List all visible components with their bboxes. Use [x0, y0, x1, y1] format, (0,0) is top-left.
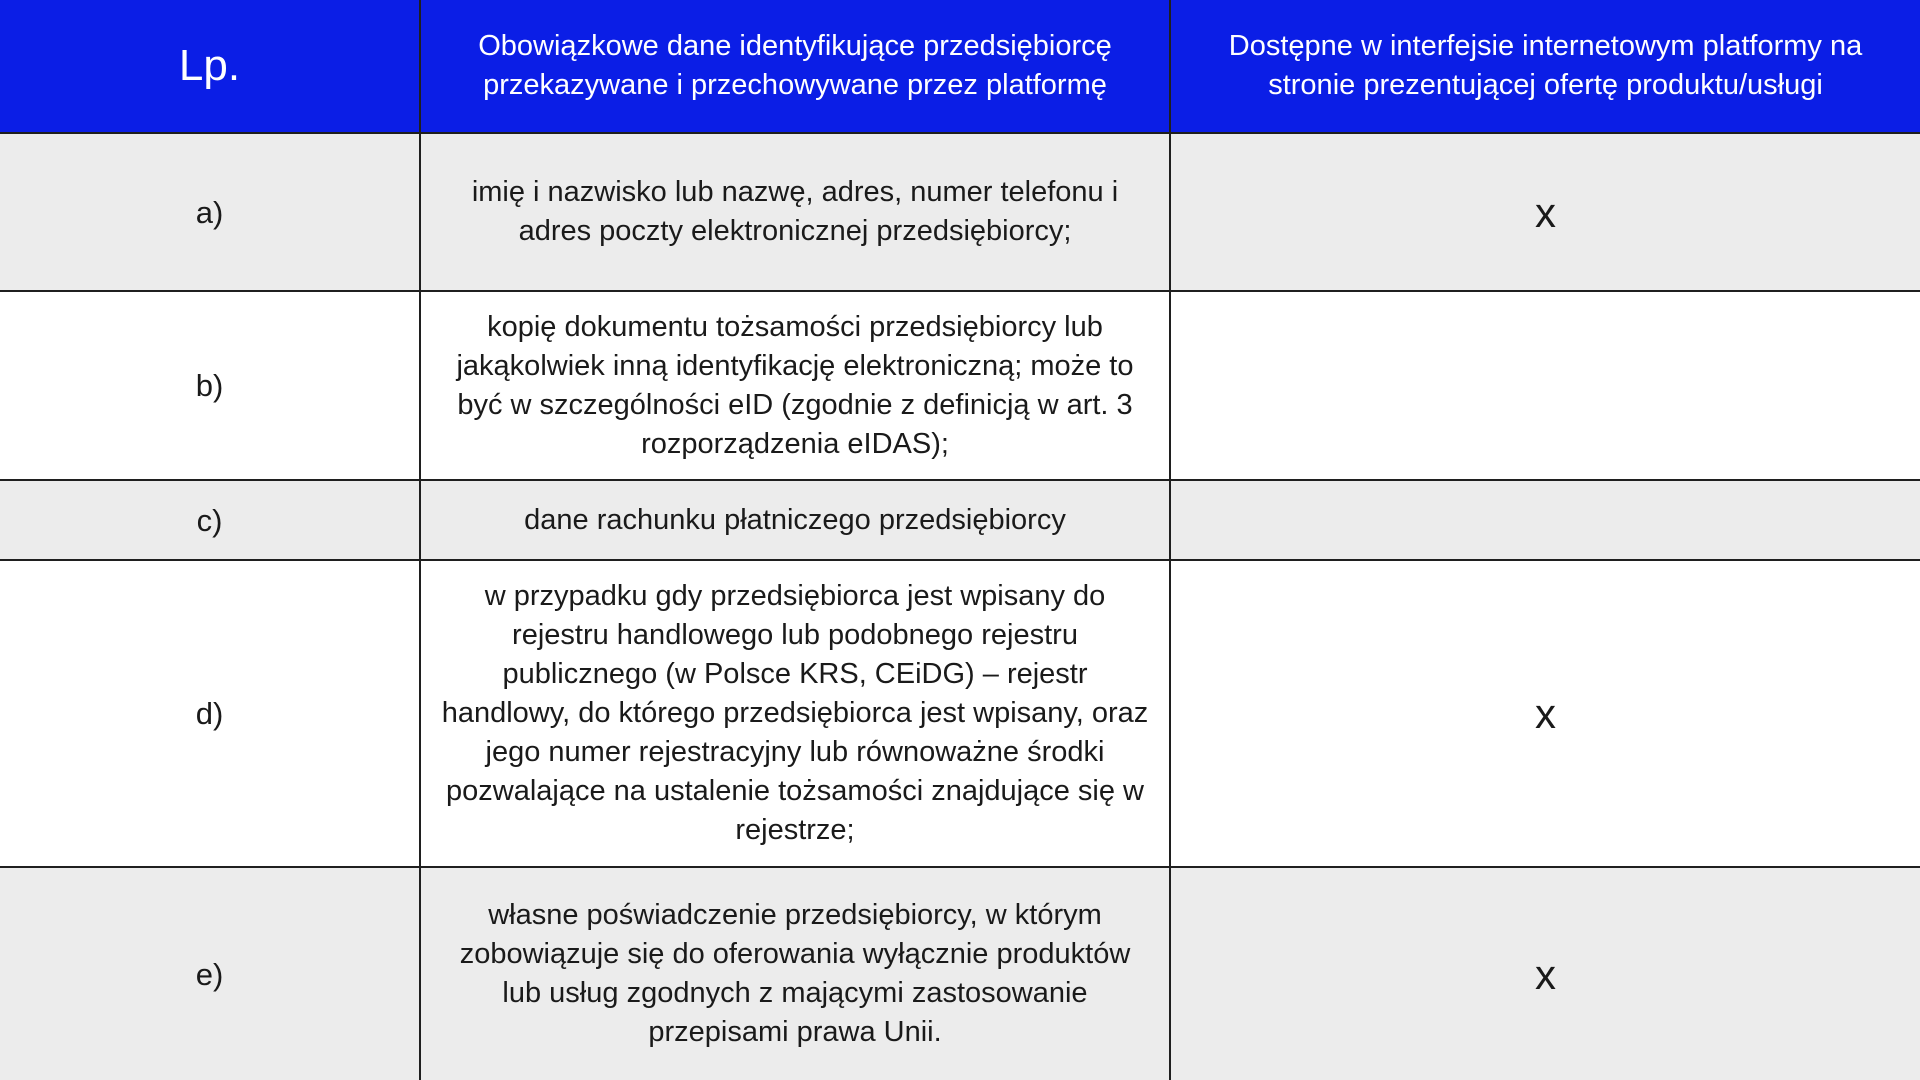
- header-lp: Lp.: [0, 0, 420, 133]
- row-text: w przypadku gdy przedsiębiorca jest wpisany do rejestru handlowego lub podobnego rejestru publicznego (w Polsce KRS, CEiDG) – rejestr handlowy, do którego przedsiębiorca jest wpisany, oraz jego numer rejestracyjny lub równoważne środki pozwalające na ustalenie tożsamości znajdujące się w rejestrze;: [420, 560, 1170, 867]
- row-lp: d): [0, 560, 420, 867]
- row-lp: a): [0, 133, 420, 291]
- table-row: [0, 133, 1920, 291]
- table-row: [0, 560, 1920, 867]
- table-row: [0, 291, 1920, 480]
- table-row: [0, 867, 1920, 1080]
- row-availability-mark: x: [1170, 560, 1920, 867]
- header-available-in-interface: Dostępne w interfejsie internetowym platformy na stronie prezentującej ofertę produktu/usługi: [1170, 0, 1920, 133]
- row-text: własne poświadczenie przedsiębiorcy, w którym zobowiązuje się do oferowania wyłącznie produktów lub usług zgodnych z mającymi zastosowanie przepisami prawa Unii.: [420, 867, 1170, 1080]
- row-text: kopię dokumentu tożsamości przedsiębiorcy lub jakąkolwiek inną identyfikację elektroniczną; może to być w szczególności eID (zgodnie z definicją w art. 3 rozporządzenia eIDAS);: [420, 291, 1170, 480]
- row-availability-mark: [1170, 291, 1920, 480]
- row-availability-mark: x: [1170, 867, 1920, 1080]
- row-availability-mark: [1170, 480, 1920, 560]
- row-text: imię i nazwisko lub nazwę, adres, numer telefonu i adres poczty elektronicznej przedsiębiorcy;: [420, 133, 1170, 291]
- row-lp: c): [0, 480, 420, 560]
- row-text: dane rachunku płatniczego przedsiębiorcy: [420, 480, 1170, 560]
- row-lp: e): [0, 867, 420, 1080]
- header-mandatory-data: Obowiązkowe dane identyfikujące przedsiębiorcę przekazywane i przechowywane przez platformę: [420, 0, 1170, 133]
- table-header-row: [0, 0, 1920, 133]
- row-availability-mark: x: [1170, 133, 1920, 291]
- table-row: [0, 480, 1920, 560]
- row-lp: b): [0, 291, 420, 480]
